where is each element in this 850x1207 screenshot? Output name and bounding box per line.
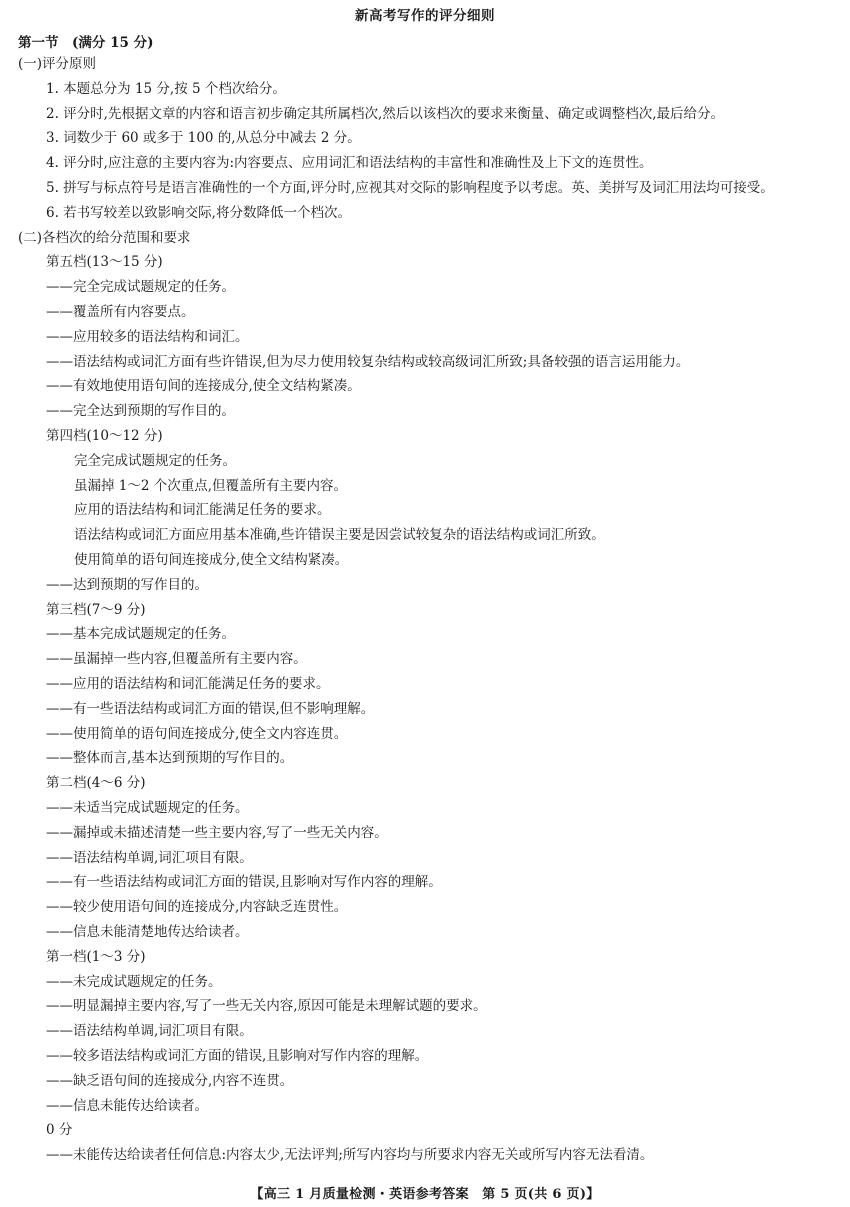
criterion-item: 使用简单的语句间连接成分,使全文结构紧凑。 [74,552,349,568]
criterion-item: ——漏掉或未描述清楚一些主要内容,写了一些无关内容。 [46,824,388,841]
criterion-item: ——缺乏语句间的连接成分,内容不连贯。 [46,1072,294,1089]
page-footer: 【高三 1 月质量检测・英语参考答案 第 5 页(共 6 页)】 [250,1187,600,1202]
principle-item: 1. 本题总分为 15 分,按 5 个档次给分。 [46,80,286,97]
criterion-item: ——有效地使用语句间的连接成分,使全文结构紧凑。 [46,378,361,395]
criterion-item: ——应用较多的语法结构和词汇。 [46,328,249,345]
criterion-item: ——未适当完成试题规定的任务。 [46,800,249,816]
criterion-item: 应用的语法结构和词汇能满足任务的要求。 [74,502,331,519]
criterion-item: ——明显漏掉主要内容,写了一些无关内容,原因可能是未理解试题的要求。 [46,998,487,1015]
level-heading: 第四档(10～12 分) [46,428,163,444]
criterion-item: ——较少使用语句间的连接成分,内容缺乏连贯性。 [46,899,348,916]
page-title: 新高考写作的评分细则 [355,8,495,24]
criterion-item: ——有一些语法结构或词汇方面的错误,但不影响理解。 [46,700,375,717]
criterion-item: ——信息未能清楚地传达给读者。 [46,924,249,940]
criterion-item: 语法结构或词汇方面应用基本准确,些许错误主要是因尝试较复杂的语法结构或词汇所致。 [74,527,605,544]
level-heading: 第一档(1～3 分) [46,948,146,965]
criterion-item: ——有一些语法结构或词汇方面的错误,且影响对写作内容的理解。 [46,874,442,891]
criterion-item: ——信息未能传达给读者。 [46,1097,208,1114]
criterion-item: ——覆盖所有内容要点。 [46,304,195,320]
criterion-item: ——未能传达给读者任何信息:内容太少,无法评判;所写内容均与所要求内容无关或所写内容无法看清。 [46,1147,654,1164]
criterion-item: 完全完成试题规定的任务。 [74,452,236,469]
level-heading: 0 分 [46,1122,73,1139]
criterion-item: ——整体而言,基本达到预期的写作目的。 [46,750,294,767]
criterion-item: ——较多语法结构或词汇方面的错误,且影响对写作内容的理解。 [46,1048,429,1064]
criterion-item: ——未完成试题规定的任务。 [46,973,222,990]
level-heading: 第五档(13～15 分) [46,254,163,271]
criterion-item: ——语法结构或词汇方面有些许错误,但为尽力使用较复杂结构或较高级词汇所致;具备较强的语言运用能力。 [46,353,690,370]
subsection-heading: (一)评分原则 [18,56,97,72]
principle-item: 3. 词数少于 60 或多于 100 的,从总分中减去 2 分。 [46,130,361,147]
principle-item: 5. 拼写与标点符号是语言准确性的一个方面,评分时,应视其对交际的影响程度予以考虑。英、美拼写及词汇用法均可接受。 [46,180,774,196]
principle-item: 2. 评分时,先根据文章的内容和语言初步确定其所属档次,然后以该档次的要求来衡量、确定或调整档次,最后给分。 [46,105,725,122]
criterion-item: 虽漏掉 1～2 个次重点,但覆盖所有主要内容。 [74,477,348,494]
level-heading: 第二档(4～6 分) [46,775,146,792]
criterion-item: ——虽漏掉一些内容,但覆盖所有主要内容。 [46,651,307,668]
criterion-item: ——达到预期的写作目的。 [46,576,208,593]
criterion-item: ——应用的语法结构和词汇能满足任务的要求。 [46,676,330,692]
criterion-item: ——语法结构单调,词汇项目有限。 [46,1023,253,1040]
criterion-item: ——语法结构单调,词汇项目有限。 [46,849,253,866]
criterion-item: ——完全达到预期的写作目的。 [46,403,235,420]
section-heading: 第一节 (满分 15 分) [18,35,154,51]
level-heading: 第三档(7～9 分) [46,601,146,618]
principle-item: 6. 若书写较差以致影响交际,将分数降低一个档次。 [46,204,351,221]
criterion-item: ——基本完成试题规定的任务。 [46,626,235,643]
criterion-item: ——完全完成试题规定的任务。 [46,279,235,296]
subsection-heading: (二)各档次的给分范围和要求 [18,229,191,246]
principle-item: 4. 评分时,应注意的主要内容为:内容要点、应用词汇和语法结构的丰富性和准确性及上下文的连贯性。 [46,155,653,172]
criterion-item: ——使用简单的语句间连接成分,使全文内容连贯。 [46,725,348,742]
